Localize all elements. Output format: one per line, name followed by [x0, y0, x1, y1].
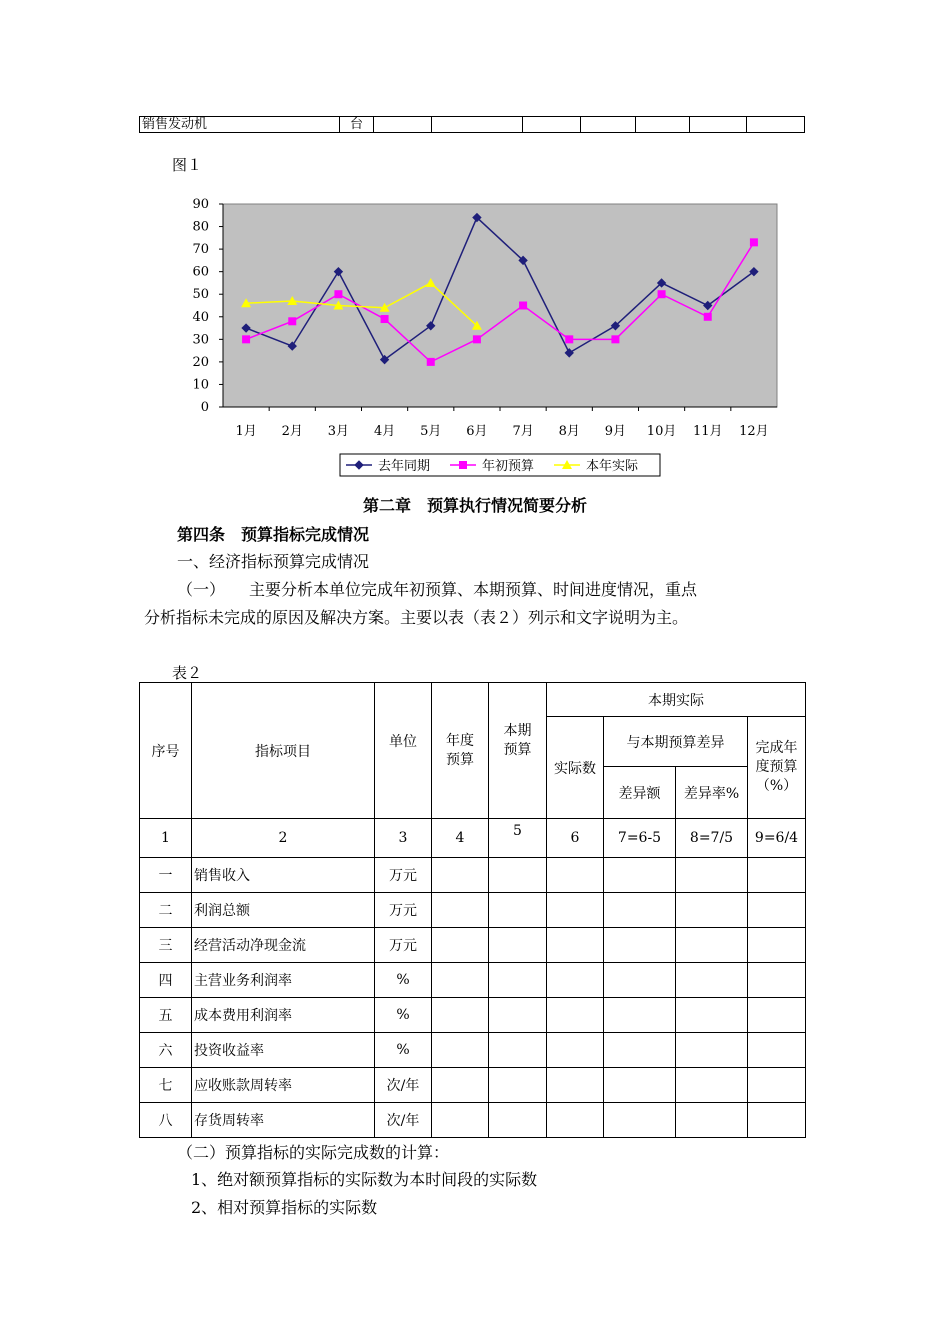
table-row — [140, 1103, 806, 1138]
table-row — [140, 998, 806, 1033]
data-point — [704, 313, 712, 321]
x-tick-label: 2月 — [281, 424, 303, 439]
data-point — [427, 358, 435, 366]
row-item: 经营活动净现金流 — [192, 928, 375, 963]
index-cell: 5 — [489, 819, 547, 858]
paragraph-line: 分析指标未完成的原因及解决方案。主要以表（表２）列示和文字说明为主。 — [144, 608, 689, 627]
table-row — [140, 963, 806, 998]
y-tick-label: 70 — [192, 242, 209, 258]
legend — [340, 454, 660, 476]
y-tick-label: 0 — [200, 400, 209, 415]
top-row-cell — [690, 117, 747, 132]
data-point — [242, 335, 250, 343]
paragraph-line: 1、绝对额预算指标的实际数为本时间段的实际数 — [191, 1170, 538, 1189]
y-tick-label: 20 — [192, 354, 209, 370]
y-tick-label: 30 — [192, 332, 209, 348]
x-tick-label: 10月 — [646, 424, 677, 439]
paragraph-line: （二）预算指标的实际完成数的计算： — [177, 1143, 450, 1162]
data-point — [334, 290, 342, 298]
index-cell: 4 — [432, 819, 489, 858]
y-tick-label: 10 — [192, 377, 209, 393]
top-row-cell — [374, 117, 432, 132]
plot-area — [223, 204, 777, 407]
row-unit: 次/年 — [375, 1068, 432, 1103]
row-item: 成本费用利润率 — [192, 998, 375, 1033]
budget-table — [139, 682, 806, 1138]
paragraph-line: （一） 主要分析本单位完成年初预算、本期预算、时间进度情况，重点 — [177, 580, 698, 599]
row-unit: % — [375, 1033, 432, 1068]
header-annual-budget: 年度预算 — [432, 683, 489, 819]
data-point — [750, 238, 758, 246]
data-point — [381, 315, 389, 323]
section-heading: 一、经济指标预算完成情况 — [177, 552, 370, 571]
legend-label: 去年同期 — [378, 459, 431, 474]
y-tick-label: 40 — [192, 309, 209, 325]
article-title: 第四条 预算指标完成情况 — [177, 525, 370, 544]
row-seq: 八 — [140, 1103, 192, 1138]
row-seq: 五 — [140, 998, 192, 1033]
header-completion: 完成年度预算（%） — [748, 717, 806, 819]
index-cell: 9=6/4 — [748, 819, 806, 858]
legend-label: 年初预算 — [482, 459, 535, 474]
header-diff-rate: 差异率% — [676, 767, 748, 819]
data-point — [519, 302, 527, 310]
y-tick-label: 60 — [192, 264, 209, 280]
header-item: 指标项目 — [192, 683, 375, 819]
row-unit: 次/年 — [375, 1103, 432, 1138]
top-table-row — [139, 116, 805, 133]
row-item: 存货周转率 — [192, 1103, 375, 1138]
data-point — [565, 335, 573, 343]
x-tick-label: 9月 — [604, 424, 627, 439]
row-unit: 万元 — [375, 928, 432, 963]
index-cell: 8=7/5 — [676, 819, 748, 858]
y-tick-label: 90 — [192, 197, 209, 212]
header-seq: 序号 — [140, 683, 192, 819]
row-unit: 万元 — [375, 893, 432, 928]
x-tick-label: 6月 — [466, 424, 488, 439]
top-row-cell — [523, 117, 581, 132]
data-point — [611, 335, 619, 343]
row-item: 利润总额 — [192, 893, 375, 928]
table-row — [140, 1033, 806, 1068]
row-unit: % — [375, 998, 432, 1033]
paragraph-line: 2、相对预算指标的实际数 — [191, 1198, 378, 1217]
row-item: 销售收入 — [192, 858, 375, 893]
x-tick-label: 5月 — [420, 424, 442, 439]
index-cell: 3 — [375, 819, 432, 858]
top-row-item: 销售发动机 — [140, 117, 340, 132]
header-actual: 实际数 — [547, 717, 604, 819]
header-period-actual: 本期实际 — [547, 683, 806, 717]
x-tick-label: 11月 — [692, 424, 723, 439]
figure-label: 图１ — [172, 156, 203, 174]
legend-marker — [459, 461, 467, 469]
x-tick-label: 8月 — [558, 424, 580, 439]
top-row-unit: 台 — [340, 117, 374, 132]
row-seq: 六 — [140, 1033, 192, 1068]
x-tick-label: 4月 — [373, 424, 396, 439]
x-tick-label: 12月 — [739, 424, 769, 439]
index-cell: 1 — [140, 819, 192, 858]
x-tick-label: 3月 — [327, 424, 350, 439]
x-tick-label: 7月 — [512, 424, 534, 439]
row-seq: 三 — [140, 928, 192, 963]
table-row — [140, 928, 806, 963]
chapter-title: 第二章 预算执行情况简要分析 — [362, 496, 587, 515]
row-unit: 万元 — [375, 858, 432, 893]
top-row-cell — [432, 117, 523, 132]
data-point — [288, 317, 296, 325]
row-item: 应收账款周转率 — [192, 1068, 375, 1103]
y-tick-label: 80 — [192, 219, 209, 235]
top-row-cell — [636, 117, 690, 132]
x-tick-label: 1月 — [235, 424, 257, 439]
top-row-cell — [747, 117, 804, 132]
index-row — [140, 819, 806, 858]
header-diff-vs-period: 与本期预算差异 — [604, 717, 748, 767]
y-tick-label: 50 — [192, 287, 209, 303]
table-row — [140, 893, 806, 928]
table-label: 表２ — [172, 664, 203, 682]
row-seq: 四 — [140, 963, 192, 998]
header-diff-amount: 差异额 — [604, 767, 676, 819]
table-row — [140, 858, 806, 893]
data-point — [473, 335, 481, 343]
index-cell: 7=6-5 — [604, 819, 676, 858]
table-row — [140, 1068, 806, 1103]
row-item: 投资收益率 — [192, 1033, 375, 1068]
data-point — [658, 290, 666, 298]
index-cell: 2 — [192, 819, 375, 858]
row-seq: 七 — [140, 1068, 192, 1103]
top-row-cell — [581, 117, 636, 132]
row-unit: % — [375, 963, 432, 998]
row-seq: 二 — [140, 893, 192, 928]
legend-label: 本年实际 — [586, 459, 639, 474]
header-period-budget: 本期预算 — [489, 683, 547, 819]
row-seq: 一 — [140, 858, 192, 893]
line-chart — [180, 190, 790, 490]
header-unit: 单位 — [375, 683, 432, 819]
index-cell: 6 — [547, 819, 604, 858]
row-item: 主营业务利润率 — [192, 963, 375, 998]
